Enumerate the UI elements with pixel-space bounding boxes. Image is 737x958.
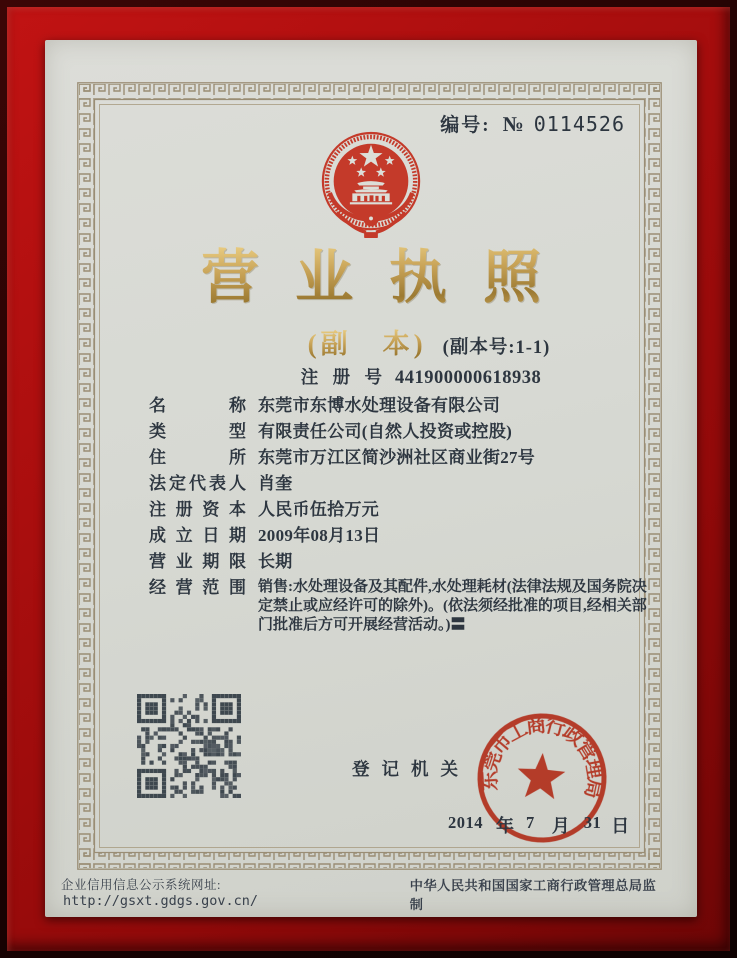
field-label: 名 称 [149, 396, 246, 415]
date-day: 31 [583, 813, 602, 832]
field-value: 东莞市万江区简沙洲社区商业街27号 [258, 448, 536, 467]
date-year: 2014 [448, 813, 483, 832]
field-label: 经 营 范 围 [149, 578, 246, 597]
copy-number: (副本号:1-1) [442, 338, 551, 358]
subtitle-row [103, 322, 737, 361]
field-list [149, 396, 657, 642]
date-month: 7 [526, 813, 535, 832]
date-day-unit: 日 [611, 816, 630, 836]
field-label: 类 型 [149, 422, 246, 441]
footer-right: 中华人民共和国国家工商行政管理总局监制 [409, 878, 657, 912]
credit-system-label: 企业信用信息公示系统网址: [61, 878, 221, 892]
registration-label: 注 册 号 [300, 367, 387, 387]
field-row-capital [149, 500, 657, 519]
field-value: 东莞市东博水处理设备有限公司 [258, 396, 501, 415]
copy-label: (副 本) [307, 329, 427, 359]
seal-text: 东莞市工商行政管理局 [478, 714, 606, 801]
national-emblem-icon [317, 130, 425, 244]
serial-digits: 0114526 [533, 112, 625, 136]
field-row-founded [149, 526, 657, 545]
footer-left [61, 875, 410, 913]
authority-label: 登记机关 [352, 759, 470, 779]
field-row-scope [149, 578, 657, 635]
field-label: 营 业 期 限 [149, 552, 246, 571]
registration-number: 441900000618938 [395, 368, 542, 388]
field-value: 有限责任公司(自然人投资或控股) [258, 422, 513, 441]
field-value: 人民币伍拾万元 [258, 500, 380, 519]
seal-star-icon [516, 751, 567, 799]
field-row-term [149, 552, 657, 571]
field-label: 住 所 [149, 448, 246, 467]
serial-number-line [440, 110, 625, 137]
date-year-unit: 年 [496, 816, 514, 836]
numero-symbol: № [502, 112, 524, 136]
issue-date [448, 810, 629, 836]
field-label: 注 册 资 本 [149, 500, 246, 519]
date-month-unit: 月 [551, 816, 570, 836]
serial-label: 编号: [440, 115, 491, 136]
field-value: 肖奎 [258, 474, 293, 493]
field-value: 长期 [258, 552, 293, 571]
footer [61, 875, 661, 913]
qr-code [137, 694, 241, 798]
field-row-type [149, 422, 657, 441]
field-row-name [149, 396, 657, 415]
field-value: 销售:水处理设备及其配件,水处理耗材(法律法规及国务院决定禁止或应经许可的除外)。(依法须经批准的项目,经相关部门批准后方可开展经营活动。)〓 [258, 579, 647, 633]
field-label: 法 定 代 表 人 [149, 474, 246, 493]
registration-number-row [95, 364, 737, 389]
field-row-address [149, 448, 657, 467]
field-value: 2009年08月13日 [258, 526, 381, 545]
field-row-legal-rep [149, 474, 657, 493]
license-title: 营业执照 [45, 246, 697, 310]
credit-system-url: http://gsxt.gdgs.gov.cn/ [63, 893, 259, 909]
license-paper [45, 40, 697, 917]
field-label: 成 立 日 期 [149, 526, 246, 545]
